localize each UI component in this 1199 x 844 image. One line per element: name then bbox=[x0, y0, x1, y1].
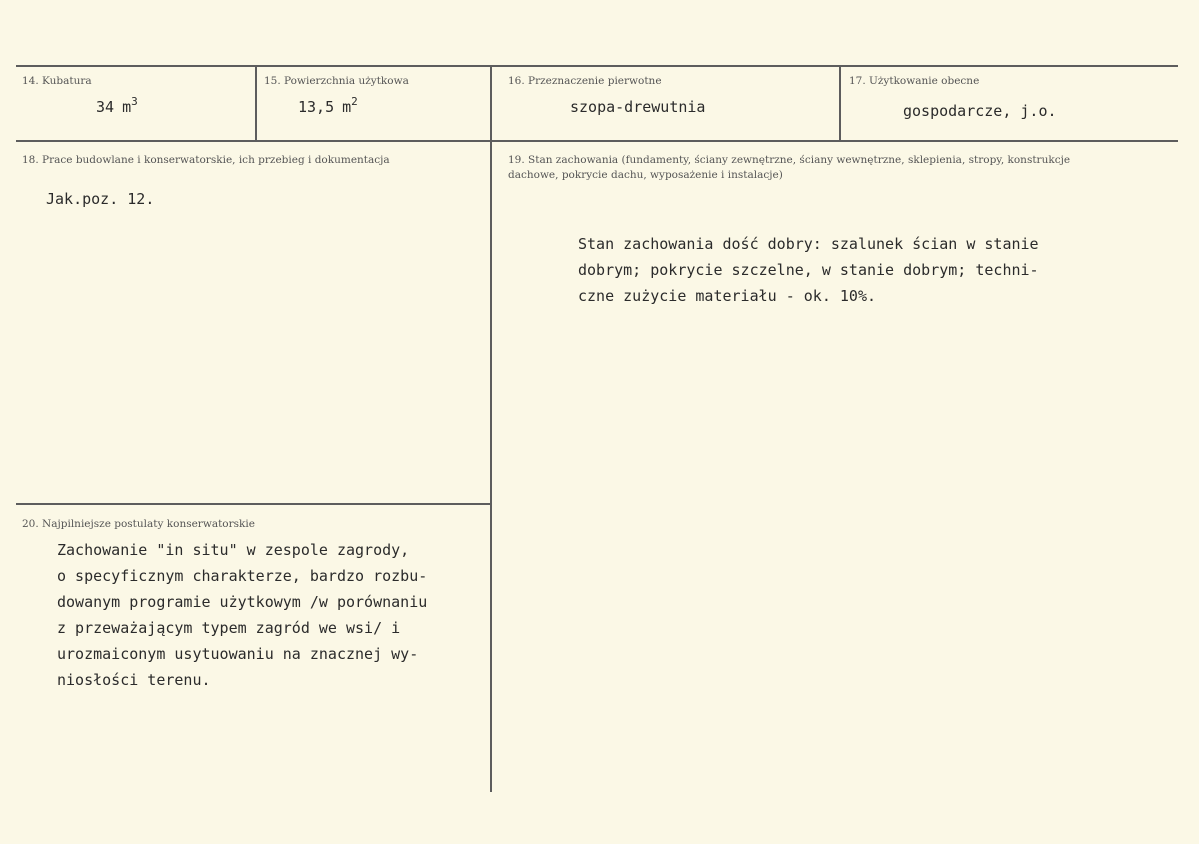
field-20-line: z przeważającym typem zagród we wsi/ i bbox=[57, 619, 401, 637]
field-20-line: o specyficznym charakterze, bardzo rozbu- bbox=[57, 567, 428, 585]
main-divider bbox=[490, 66, 492, 792]
field-19-label: 19. Stan zachowania (fundamenty, ściany zewnętrzne, ściany wewnętrzne, sklepienia, stropy, konstrukcje dachowe, pokrycie dachu, wyposażenie i instalacje) bbox=[508, 154, 1071, 181]
field-15-value bbox=[298, 95, 358, 116]
field-14-unit: m bbox=[122, 98, 132, 116]
top-rule bbox=[16, 65, 1178, 67]
row1-bottom-rule bbox=[16, 140, 1178, 142]
field-19-line: Stan zachowania dość dobry: szalunek ścian w stanie bbox=[578, 235, 1039, 253]
field-16-value: szopa-drewutnia bbox=[570, 98, 706, 116]
section18-bottom-rule bbox=[16, 503, 490, 505]
field-20-line: niosłości terenu. bbox=[57, 671, 211, 689]
field-19-value bbox=[578, 231, 1039, 309]
field-17-label: 17. Użytkowanie obecne bbox=[849, 75, 980, 87]
field-14-exponent: 3 bbox=[131, 95, 138, 108]
field-14-label: 14. Kubatura bbox=[22, 75, 92, 87]
field-17-value: gospodarcze, j.o. bbox=[903, 102, 1057, 120]
divider-16-17 bbox=[839, 66, 841, 141]
field-20-line: Zachowanie "in situ" w zespole zagrody, bbox=[57, 541, 410, 559]
field-20-line: dowanym programie użytkowym /w porównaniu bbox=[57, 593, 428, 611]
field-20-line: urozmaiconym usytuowaniu na znacznej wy- bbox=[57, 645, 419, 663]
field-14-value bbox=[96, 95, 138, 116]
field-20-value bbox=[57, 537, 427, 693]
field-15-exponent: 2 bbox=[351, 95, 358, 108]
field-18-label: 18. Prace budowlane i konserwatorskie, ich przebieg i dokumentacja bbox=[22, 154, 390, 166]
field-19-line: dobrym; pokrycie szczelne, w stanie dobrym; techni- bbox=[578, 261, 1039, 279]
divider-14-15 bbox=[255, 66, 257, 141]
field-14-number: 34 bbox=[96, 98, 115, 116]
field-15-unit: m bbox=[342, 98, 352, 116]
field-15-label: 15. Powierzchnia użytkowa bbox=[264, 75, 409, 87]
field-20-label: 20. Najpilniejsze postulaty konserwatorskie bbox=[22, 518, 255, 530]
field-16-label: 16. Przeznaczenie pierwotne bbox=[508, 75, 662, 87]
field-15-number: 13,5 bbox=[298, 98, 335, 116]
field-18-value: Jak.poz. 12. bbox=[46, 190, 155, 208]
field-19-line: czne zużycie materiału - ok. 10%. bbox=[578, 287, 877, 305]
